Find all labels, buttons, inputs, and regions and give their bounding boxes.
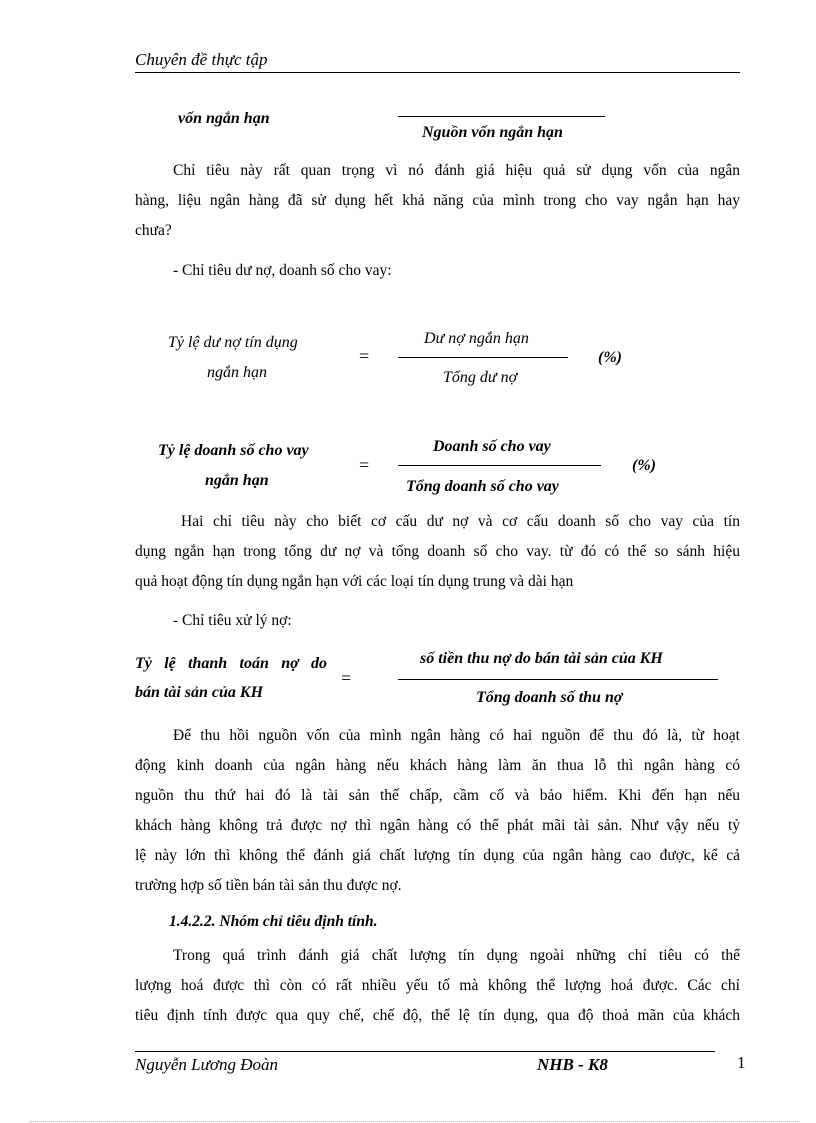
section-heading: 1.4.2.2. Nhóm chỉ tiêu định tính. <box>169 913 378 930</box>
formula0-left: vốn ngắn hạn <box>178 110 270 127</box>
p1-line1: Chỉ tiêu này rất quan trọng vì nó đánh giá hiệu quả sử dụng vốn của ngân <box>173 162 740 179</box>
formula2-fraction-line <box>398 465 601 466</box>
formula1-left-line2: ngắn hạn <box>207 364 267 381</box>
p4-line3: tiêu định tính được qua quy chế, chế độ, thể lệ tín dụng, qua độ thoả mãn của khách <box>135 1007 740 1024</box>
formula2-denominator: Tổng doanh số cho vay <box>406 478 559 495</box>
formula2-equals: = <box>359 455 370 475</box>
formula2-unit: (%) <box>632 457 656 474</box>
p4-line1: Trong quá trình đánh giá chất lượng tín dụng ngoài những chỉ tiêu có thể <box>173 947 740 964</box>
bullet-debt-indicators: - Chỉ tiêu dư nợ, doanh số cho vay: <box>173 262 392 279</box>
formula3-left-line2: bán tài sản của KH <box>135 684 264 701</box>
formula2-numerator: Doanh số cho vay <box>433 438 551 455</box>
formula1-equals: = <box>359 346 370 366</box>
formula1-numerator: Dư nợ ngắn hạn <box>424 330 529 347</box>
p3-line4: khách hàng không trả được nợ thì ngân hàng có thể phát mãi tài sản. Như vậy nếu tỷ <box>135 817 740 834</box>
footer-divider <box>135 1051 715 1052</box>
p3-line1: Để thu hồi nguồn vốn của mình ngân hàng có hai nguồn để thu đó là, từ hoạt <box>173 727 740 744</box>
formula0-fraction-line <box>398 116 605 117</box>
formula3-denominator: Tổng doanh số thu nợ <box>476 689 623 706</box>
formula3-numerator: số tiền thu nợ do bán tài sản của KH <box>420 650 663 667</box>
formula1-unit: (%) <box>598 349 622 366</box>
p2-line1: Hai chỉ tiêu này cho biết cơ cấu dư nợ và cơ cấu doanh số cho vay của tín <box>181 513 740 530</box>
footer-class: NHB - K8 <box>537 1055 608 1074</box>
page-number: 1 <box>737 1053 746 1072</box>
p1-line2: hàng, liệu ngân hàng đã sử dụng hết khả năng của mình trong cho vay ngắn hạn hay <box>135 192 740 209</box>
formula1-left-line1: Tỷ lệ dư nợ tín dụng <box>168 334 298 351</box>
paragraph-1 <box>135 156 740 246</box>
p4-line2: lượng hoá được thì còn có rất nhiều yếu tố mà không thể lượng hoá được. Các chỉ <box>135 977 740 994</box>
page-header <box>135 50 740 73</box>
formula2-left-line2: ngắn hạn <box>205 472 269 489</box>
formula3-equals: = <box>341 668 352 688</box>
footer-author: Nguyễn Lương Đoàn <box>135 1055 279 1074</box>
formula1-denominator: Tổng dư nợ <box>443 369 518 386</box>
formula3-left-line1: Tỷ lệ thanh toán nợ do <box>135 655 327 672</box>
p3-line5: lệ này lớn thì không thể đánh giá chất lượng tín dụng của ngân hàng cao được, kể cả <box>135 847 740 864</box>
p3-line6: trường hợp số tiền bán tài sản thu được nợ. <box>135 877 402 894</box>
paragraph-4 <box>135 941 740 1031</box>
p1-line3: chưa? <box>135 222 172 239</box>
formula1-fraction-line <box>398 357 568 358</box>
p3-line2: động kinh doanh của ngân hàng nếu khách hàng làm ăn thua lỗ thì ngân hàng có <box>135 757 740 774</box>
page-bottom-dotted-border <box>30 1121 800 1122</box>
formula3-fraction-line <box>398 679 718 680</box>
p2-line3: quả hoạt động tín dụng ngắn hạn với các loại tín dụng trung và dài hạn <box>135 573 574 590</box>
formula2-left-line1: Tỷ lệ doanh số cho vay <box>158 442 309 459</box>
paragraph-2 <box>135 507 740 597</box>
p2-line2: dụng ngắn hạn trong tổng dư nợ và tổng doanh số cho vay. từ đó có thể so sánh hiệu <box>135 543 740 560</box>
formula0-denominator: Nguồn vốn ngắn hạn <box>422 124 563 141</box>
header-title: Chuyên đề thực tập <box>135 50 268 69</box>
bullet-debt-handling: - Chỉ tiêu xử lý nợ: <box>173 612 292 629</box>
paragraph-3 <box>135 721 740 901</box>
p3-line3: nguồn thu thứ hai đó là tài sản thế chấp, cầm cố và bảo hiểm. Khi đến hạn nếu <box>135 787 740 804</box>
